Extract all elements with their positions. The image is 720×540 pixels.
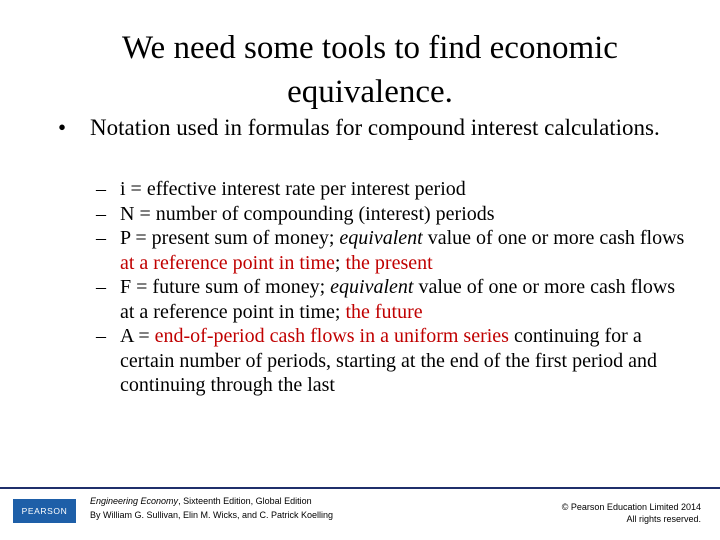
slide-title	[60, 26, 680, 114]
sub-item-p-emphasis: equivalent	[339, 227, 423, 249]
bullet-text: Notation used in formulas for compound interest calculations.	[90, 115, 660, 140]
dash-marker: –	[96, 202, 106, 225]
copyright-line-1: © Pearson Education Limited 2014	[561, 502, 701, 512]
footer-book-title: Engineering Economy	[90, 496, 179, 506]
sub-bullet-list	[96, 177, 686, 398]
dash-marker: –	[96, 276, 106, 298]
footer-divider	[0, 487, 720, 489]
pearson-logo	[13, 499, 76, 523]
sub-item-i-text: i = effective interest rate per interest period	[120, 178, 466, 200]
footer-copyright	[562, 501, 701, 525]
dash-marker: –	[96, 178, 106, 200]
sub-item-f-text-2: value of one or more cash flows at a reference point in time;	[120, 276, 676, 323]
sub-item-a-highlight: end-of-period cash flows in a uniform series	[154, 325, 509, 347]
pearson-logo-text: PEARSON	[21, 506, 68, 516]
sub-item-f-emphasis: equivalent	[330, 276, 414, 298]
title-line-2: equivalence.	[287, 74, 453, 110]
sub-item-f-highlight: the future	[345, 300, 423, 323]
bullet-dot: •	[58, 115, 67, 140]
sub-item-p	[96, 226, 686, 275]
sub-item-n	[96, 202, 686, 227]
main-bullet	[58, 113, 688, 142]
sub-item-a-text-1: A =	[120, 325, 155, 347]
sub-item-p-text-3: ;	[334, 251, 346, 274]
dash-marker: –	[96, 227, 106, 249]
sub-item-a	[96, 324, 686, 398]
title-line-1: We need some tools to find economic	[122, 30, 618, 66]
sub-item-f	[96, 275, 686, 324]
sub-item-p-highlight-1: at a reference point in time	[120, 251, 335, 274]
copyright-line-2: All rights reserved.	[626, 514, 701, 524]
footer-book-edition: , Sixteenth Edition, Global Edition	[178, 496, 312, 506]
footer-authors: By William G. Sullivan, Elin M. Wicks, and C. Patrick Koelling	[90, 510, 334, 520]
sub-item-p-text-2: value of one or more cash flows	[422, 227, 685, 249]
sub-item-f-text-1: F = future sum of money;	[120, 276, 331, 298]
footer-book-line	[90, 494, 333, 508]
sub-item-n-text: N = number of compounding (interest) periods	[120, 202, 495, 225]
sub-item-i	[96, 177, 686, 202]
sub-item-p-text-1: P = present sum of money;	[120, 227, 340, 249]
footer-citation	[90, 494, 333, 522]
sub-item-p-highlight-2: the present	[345, 251, 433, 274]
sub-item-a-text-2: continuing for a certain number of periods, starting at the end of the first period and continuing through the last	[120, 325, 658, 396]
dash-marker: –	[96, 325, 106, 347]
